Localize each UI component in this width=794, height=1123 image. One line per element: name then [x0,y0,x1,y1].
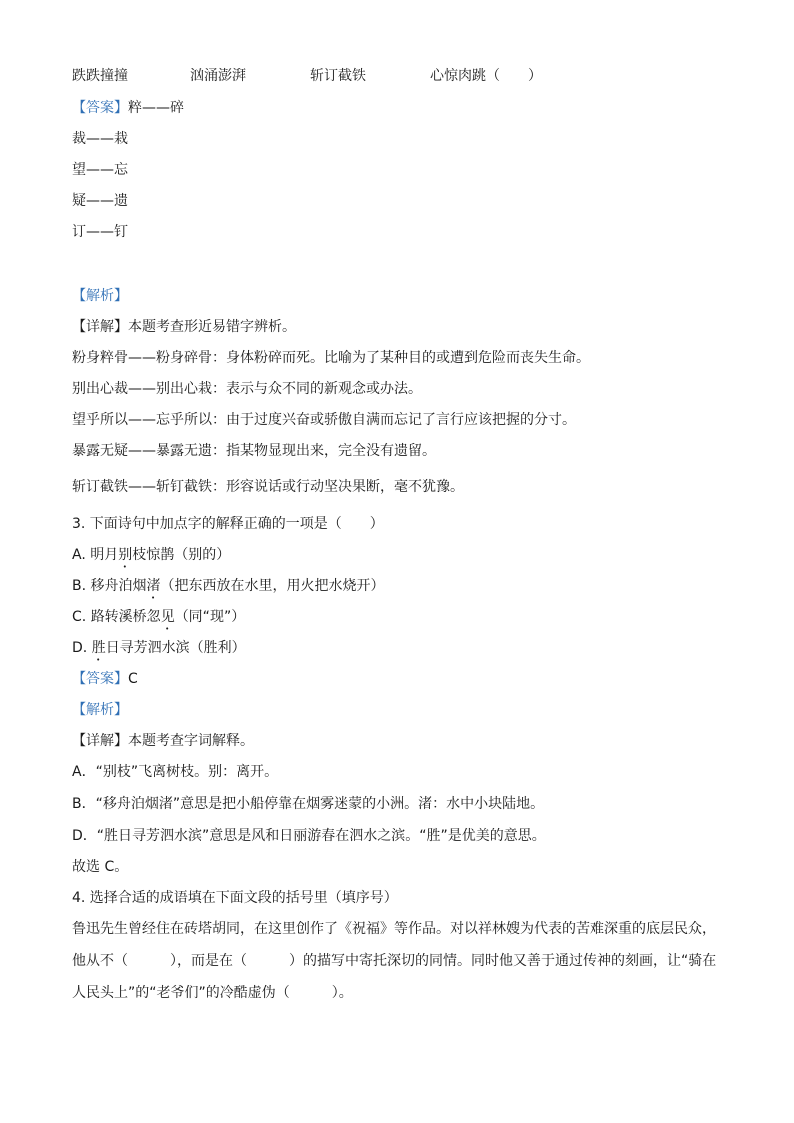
answer-line: 疑——遗 [72,193,128,209]
detail-line: 望乎所以——忘乎所以：由于过度兴奋或骄傲自满而忘记了言行应该把握的分寸。 [72,412,576,428]
detail-text: 本题考查形近易错字辨析。 [128,319,296,335]
q2-option: 心惊肉跳（ ） [430,68,542,84]
q4-paragraph-line: 他从不（ ），而是在（ ）的描写中寄托深切的同情。同时他又善于通过传神的刻画，让“骑在 [72,953,717,969]
answer-text: C [128,671,138,687]
option-text: 明月 [90,547,119,563]
detail-line: 别出心裁——别出心栽：表示与众不同的新观念或办法。 [72,381,422,397]
answer-line: 订——钉 [72,224,128,240]
q2-answer [72,98,184,118]
q3-option-d [72,638,246,664]
detail-line: B．“移舟泊烟渚”意思是把小船停靠在烟雾迷蒙的小洲。渚：水中小块陆地。 [72,796,545,812]
dotted-char: 见 [160,609,175,625]
detail-line: 故选 C。 [72,859,129,875]
q4-paragraph-line: 鲁迅先生曾经住在砖塔胡同，在这里创作了《祝福》等作品。对以祥林嫂为代表的苦难深重的底层民众， [72,921,716,937]
answer-label: 【答案】 [72,100,128,116]
dotted-char: 渚 [146,578,161,594]
detail-line: A．“别枝”飞离树枝。别：离开。 [72,764,279,780]
q3-option-c [72,607,245,633]
detail-line: D．“胜日寻芳泗水滨”意思是风和日丽游春在泗水之滨。“胜”是优美的意思。 [72,828,546,844]
option-text: （同“现”） [174,609,246,625]
answer-line: 望——忘 [72,162,128,178]
option-text: 移舟泊烟 [90,578,147,594]
q2-option: 汹涌澎湃 [190,68,246,84]
detail-intro [72,317,296,337]
q3-answer [72,669,138,689]
analysis-label: 【解析】 [72,288,128,304]
option-letter: D. [72,640,92,656]
detail-line: 粉身粹骨——粉身碎骨：身体粉碎而死。比喻为了某种目的或遭到危险而丧失生命。 [72,350,590,366]
option-text: （把东西放在水里，用火把水烧开） [160,578,385,594]
q2-option: 斩订截铁 [310,68,366,84]
q4-stem: 4. 选择合适的成语填在下面文段的括号里（填序号） [72,890,398,906]
detail-label: 【详解】 [72,319,128,335]
analysis-label: 【解析】 [72,702,128,718]
q3-option-a [72,545,230,571]
dotted-char: 胜 [91,640,106,656]
q3-option-b [72,576,385,602]
option-letter: A. [72,547,91,563]
answer-text: 粹——碎 [128,100,184,116]
detail-line: 暴露无疑——暴露无遗：指某物显现出来，完全没有遗留。 [72,443,436,459]
detail-label: 【详解】 [72,733,128,749]
option-text: 日寻芳泗水滨（胜利） [105,640,246,656]
option-text: 路转溪桥忽 [90,609,161,625]
detail-text: 本题考查字词解释。 [128,733,254,749]
detail-intro [72,731,254,751]
q2-option: 跌跌撞撞 [72,68,128,84]
answer-label: 【答案】 [72,671,128,687]
answer-line: 裁——栽 [72,131,128,147]
q2-options-row [72,66,722,86]
detail-line: 斩订截铁——斩钉截铁：形容说话或行动坚决果断，毫不犹豫。 [72,479,464,495]
option-letter: B. [72,578,91,594]
option-letter: C. [72,609,91,625]
option-text: 枝惊鹊（别的） [132,547,231,563]
q3-stem: 3. 下面诗句中加点字的解释正确的一项是（ ） [72,516,384,532]
q4-paragraph-line: 人民头上”的“老爷们”的冷酷虚伪（ ）。 [72,985,353,1001]
dotted-char: 别 [118,547,133,563]
